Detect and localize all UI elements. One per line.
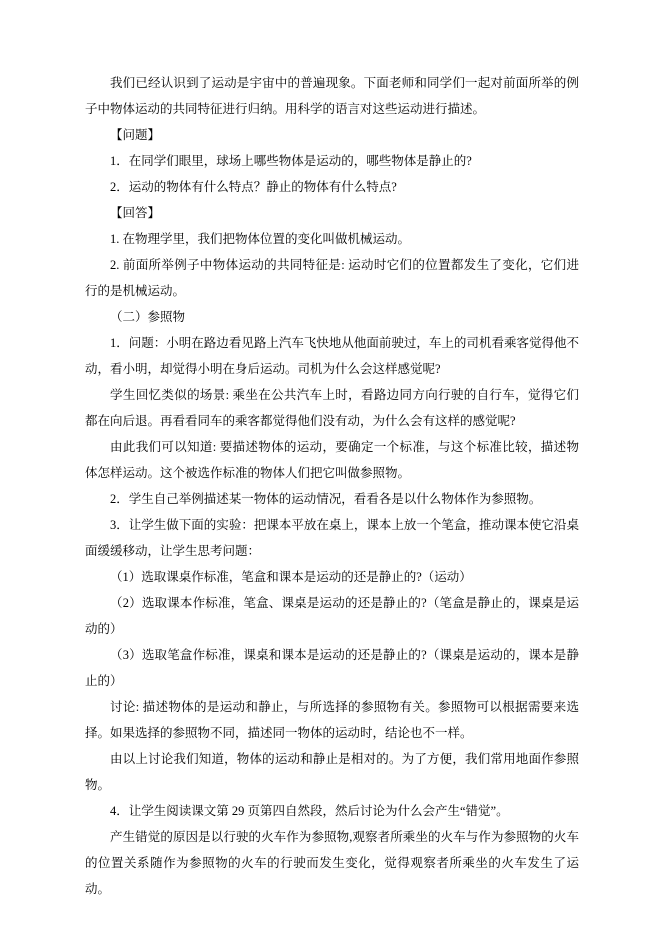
reference-item-3: 3．让学生做下面的实验：把课本平放在桌上，课本上放一个笔盒，推动课本使它沿桌面缓缓移动，让学生思考问题： [85,518,579,558]
answer-item-1: 1. 在物理学里，我们把物体位置的变化叫做机械运动。 [110,232,411,246]
paragraph-recall-scene: 学生回忆类似的场景: 乘坐在公共汽车上时，看路边同方向行驶的自行车，觉得它们都在向后退。再看看同车的乘客都觉得他们没有动，为什么会有这样的感觉呢? [85,388,579,428]
section-heading-reference-object: （二）参照物 [110,310,186,324]
question-item-1: 1．在同学们眼里，球场上哪些物体是运动的，哪些物体是静止的? [110,154,472,168]
heading-answer: 【回答】 [110,206,161,220]
experiment-question-2: （2）选取课本作标准，笔盒、课桌是运动的还是静止的?（笔盒是静止的，课桌是运动的） [85,596,579,636]
reference-item-2: 2．学生自己举例描述某一物体的运动情况，看看各是以什么物体作为参照物。 [110,492,542,506]
heading-question: 【问题】 [110,128,161,142]
paragraph-relative-motion: 由以上讨论我们知道，物体的运动和静止是相对的。为了方便，我们常用地面作参照物。 [85,752,579,792]
document-body [85,70,579,902]
answer-item-2: 2. 前面所举例子中物体运动的共同特征是: 运动时它们的位置都发生了变化，它们进行的是机械运动。 [85,258,579,298]
reference-item-4: 4．让学生阅读课文第 29 页第四自然段，然后讨论为什么会产生“错觉”。 [110,804,509,818]
paragraph-intro: 我们已经认识到了运动是宇宙中的普遍现象。下面老师和同学们一起对前面所举的例子中物体运动的共同特征进行归纳。用科学的语言对这些运动进行描述。 [85,76,579,116]
experiment-question-1: （1）选取课桌作标准，笔盒和课本是运动的还是静止的?（运动） [110,570,472,584]
reference-item-1: 1．问题：小明在路边看见路上汽车飞快地从他面前驶过，车上的司机看乘客觉得他不动，看小明，却觉得小明在身后运动。司机为什么会这样感觉呢? [85,336,579,376]
paragraph-illusion-cause: 产生错觉的原因是以行驶的火车作为参照物,观察者所乘坐的火车与作为参照物的火车的位置关系随作为参照物的火车的行驶而发生变化，觉得观察者所乘坐的火车发生了运动。 [85,830,579,896]
experiment-question-3: （3）选取笔盒作标准，课桌和课本是运动的还是静止的?（课桌是运动的，课本是静止的） [85,648,579,688]
paragraph-conclusion-standard: 由此我们可以知道: 要描述物体的运动，要确定一个标准，与这个标准比较，描述物体怎样运动。这个被选作标准的物体人们把它叫做参照物。 [85,440,579,480]
paragraph-discussion: 讨论: 描述物体的是运动和静止，与所选择的参照物有关。参照物可以根据需要来选择。如果选择的参照物不同，描述同一物体的运动时，结论也不一样。 [85,700,579,740]
question-item-2: 2．运动的物体有什么特点？静止的物体有什么特点? [110,180,397,194]
